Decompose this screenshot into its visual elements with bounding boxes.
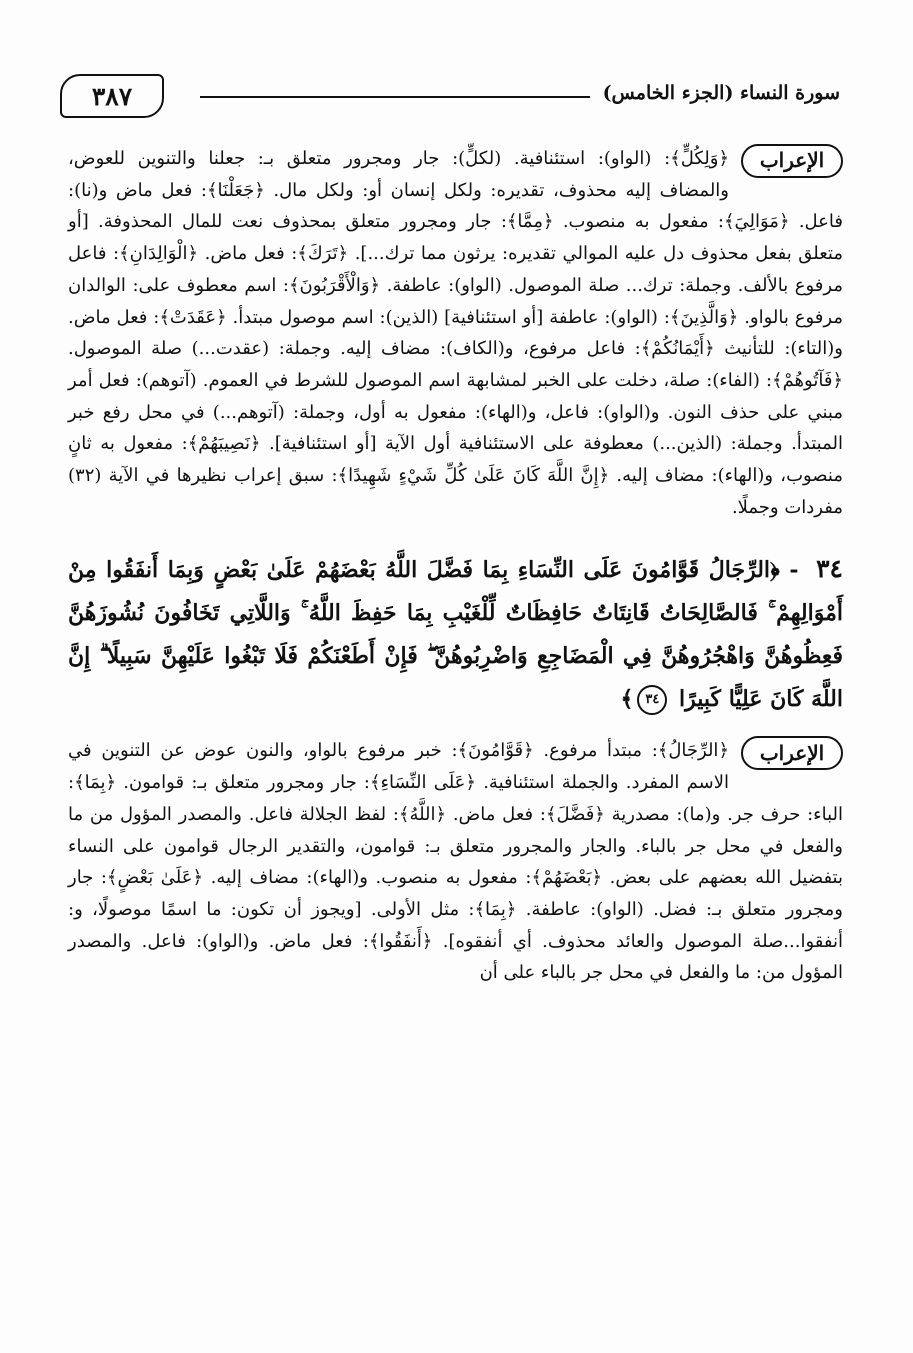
irab-section-2 [68,735,843,989]
irab-section-1 [68,143,843,523]
page-content [68,143,843,989]
irab-badge: الإعراب [741,736,843,770]
quran-verse [68,547,843,721]
verse-dash: - [789,557,809,584]
irab-badge: الإعراب [741,144,843,178]
header-rule [200,96,590,98]
irab-text-2: ﴿الرِّجَالُ﴾: مبتدأ مرفوع. ﴿قَوَّامُونَ﴾: خبر مرفوع بالواو، والنون عوض عن التنوين في الاسم المفرد. والجملة استئنافية. ﴿عَلَى النِّسَاءِ﴾: جار ومجرور متعلق بـ: قوامون. ﴿بِمَا﴾: الباء: حرف جر. و(ما): مصدرية ﴿فَضَّلَ﴾: فعل ماض. ﴿اللَّهُ﴾: لفظ الجلالة فاعل. والمصدر المؤول من ما والفعل في محل جر بالباء. والجار والمجرور متعلق بـ: قوامون، والتقدير الرجال قوامون على النساء بتفضيل الله بعضهم على بعض. ﴿بَعْضَهُمْ﴾: مفعول به منصوب. و(الهاء): مضاف إليه. ﴿عَلَىٰ بَعْضٍ﴾: جار ومجرور متعلق بـ: فضل. (الواو): عاطفة. ﴿بِمَا﴾: مثل الأولى. [ويجوز أن تكون: ما اسمًا موصولًا، و: أنفقوا...صلة الموصول والعائد محذوف. أي أنفقوه]. ﴿أَنفَقُوا﴾: فعل ماض. و(الواو): فاعل. والمصدر المؤول من: ما والفعل في محل جر بالباء على أن [68,740,843,984]
irab-paragraph-1 [68,143,843,523]
page-number: ٣٨٧ [60,74,164,118]
quran-verse-block [68,547,843,721]
verse-text: ﴿الرِّجَالُ قَوَّامُونَ عَلَى النِّسَاءِ بِمَا فَضَّلَ اللَّهُ بَعْضَهُمْ عَلَىٰ بَعْضٍ وَبِمَا أَنفَقُوا مِنْ أَمْوَالِهِمْ ۚ فَالصَّالِحَاتُ قَانِتَاتٌ حَافِظَاتٌ لِّلْغَيْبِ بِمَا حَفِظَ اللَّهُ ۚ وَاللَّاتِي تَخَافُونَ نُشُوزَهُنَّ فَعِظُوهُنَّ وَاهْجُرُوهُنَّ فِي الْمَضَاجِعِ وَاضْرِبُوهُنَّ ۖ فَإِنْ أَطَعْنَكُمْ فَلَا تَبْغُوا عَلَيْهِنَّ سَبِيلًا ۗ إِنَّ اللَّهَ كَانَ عَلِيًّا كَبِيرًا [68,557,843,713]
running-title: سورة النساء (الجزء الخامس) [602,82,840,104]
irab-paragraph-2 [68,735,843,989]
verse-number: ٣٤ [816,554,843,584]
irab-text-1: ﴿وَلِكُلٍّ﴾: (الواو): استئنافية. (لكلٍّ): جار ومجرور متعلق بـ: جعلنا والتنوين للعوض، والمضاف إليه محذوف، تقديره: ولكل إنسان أو: ولكل مال. ﴿جَعَلْنَا﴾: فعل ماض و(نا): فاعل. ﴿مَوَالِيَ﴾: مفعول به منصوب. ﴿مِمَّا﴾: جار ومجرور متعلق بمحذوف نعت للمال المحذوفة. [أو متعلق بفعل محذوف دل عليه الموالي تقديره: يرثون مما ترك...]. ﴿تَرَكَ﴾: فعل ماض. ﴿الْوَالِدَانِ﴾: فاعل مرفوع بالألف. وجملة: ترك... صلة الموصول. (الواو): عاطفة. ﴿وَالْأَقْرَبُونَ﴾: اسم معطوف على: الوالدان مرفوع بالواو. ﴿وَالَّذِينَ﴾: (الواو): عاطفة [أو استئنافية] (الذين): اسم موصول مبتدأ. ﴿عَقَدَتْ﴾: فعل ماض. و(التاء): للتأنيث ﴿أَيْمَانُكُمْ﴾: فاعل مرفوع، و(الكاف): مضاف إليه. وجملة: (عقدت...) صلة الموصول. ﴿فَآتُوهُمْ﴾: (الفاء): صلة، دخلت على الخبر لمشابهة اسم الموصول للشرط في العموم. (آتوهم): فعل أمر مبني على حذف النون. و(الواو): فاعل، و(الهاء): مفعول به أول، وجملة: (آتوهم...) في محل رفع خبر المبتدأ. وجملة: (الذين...) معطوفة على الاستئنافية أول الآية [أو استئنافية]. ﴿نَصِيبَهُمْ﴾: مفعول به ثانٍ منصوب، و(الهاء): مضاف إليه. ﴿إِنَّ اللَّهَ كَانَ عَلَىٰ كُلِّ شَيْءٍ شَهِيدًا﴾: سبق إعراب نظيرها في الآية (٣٢) مفردات وجملًا. [68,148,843,518]
verse-closing-bracket: ﴾ [620,686,634,713]
page-header [60,74,840,124]
verse-end-marker: ٣٤ [637,685,667,715]
